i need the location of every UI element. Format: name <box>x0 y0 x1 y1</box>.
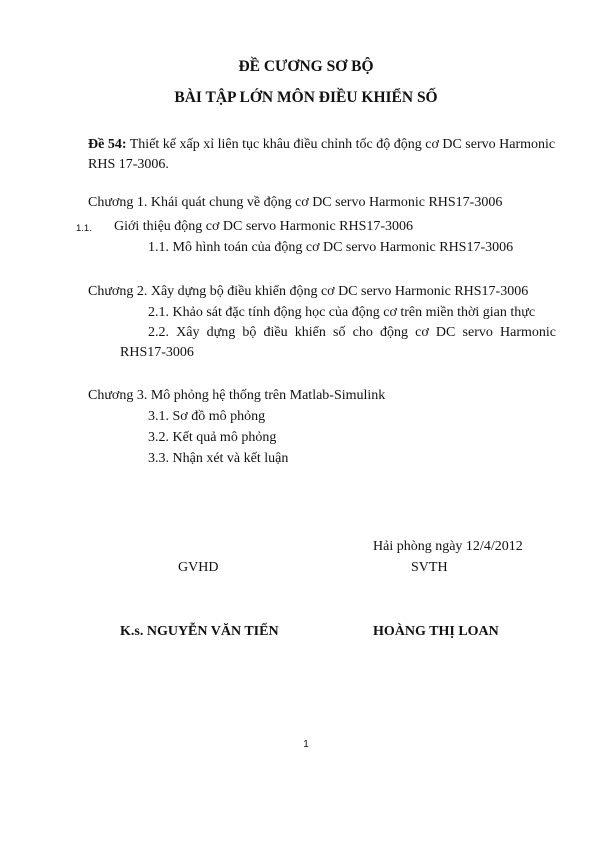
item-2-2-line-1: 2.2. Xây dựng bộ điều khiển số cho động cơ DC servo Harmonic <box>148 325 556 340</box>
page-number: 1 <box>303 739 309 750</box>
chapter-3-title: Chương 3. Mô phỏng hệ thống trên Matlab-Simulink <box>88 388 386 403</box>
advisor-role: GVHD <box>178 560 219 575</box>
item-2-2-line-2: RHS17-3006 <box>120 345 194 360</box>
topic-text: Thiết kế xấp xỉ liên tục khâu điều chỉnh tốc độ động cơ DC servo Harmonic RHS 17-3006. <box>88 137 556 172</box>
item-3-3: 3.3. Nhận xét và kết luận <box>148 451 289 466</box>
student-role: SVTH <box>411 560 448 575</box>
advisor-name: K.s. NGUYỄN VĂN TIẾN <box>120 624 279 639</box>
item-3-2: 3.2. Kết quả mô phỏng <box>148 430 277 445</box>
chapter-2-title: Chương 2. Xây dựng bộ điều khiển động cơ DC servo Harmonic RHS17-3006 <box>88 284 529 299</box>
section-1-1-text: Giới thiệu động cơ DC servo Harmonic RHS17-3006 <box>114 219 414 234</box>
place-date: Hải phòng ngày 12/4/2012 <box>373 539 523 554</box>
document-subtitle: BÀI TẬP LỚN MÔN ĐIỀU KHIỂN SỐ <box>174 89 438 106</box>
section-1-1-number: 1.1. <box>76 223 92 234</box>
topic-label: Đề 54: <box>88 137 127 152</box>
student-name: HOÀNG THỊ LOAN <box>373 624 499 639</box>
chapter-1-title: Chương 1. Khái quát chung về động cơ DC servo Harmonic RHS17-3006 <box>88 195 503 210</box>
topic-paragraph <box>88 135 556 175</box>
item-2-1: 2.1. Khảo sát đặc tính động học của động cơ trên miền thời gian thực <box>148 305 536 320</box>
item-3-1: 3.1. Sơ đồ mô phỏng <box>148 409 266 424</box>
document-title: ĐỀ CƯƠNG SƠ BỘ <box>238 58 374 75</box>
subsection-1-1: 1.1. Mô hình toán của động cơ DC servo Harmonic RHS17-3006 <box>148 240 514 255</box>
